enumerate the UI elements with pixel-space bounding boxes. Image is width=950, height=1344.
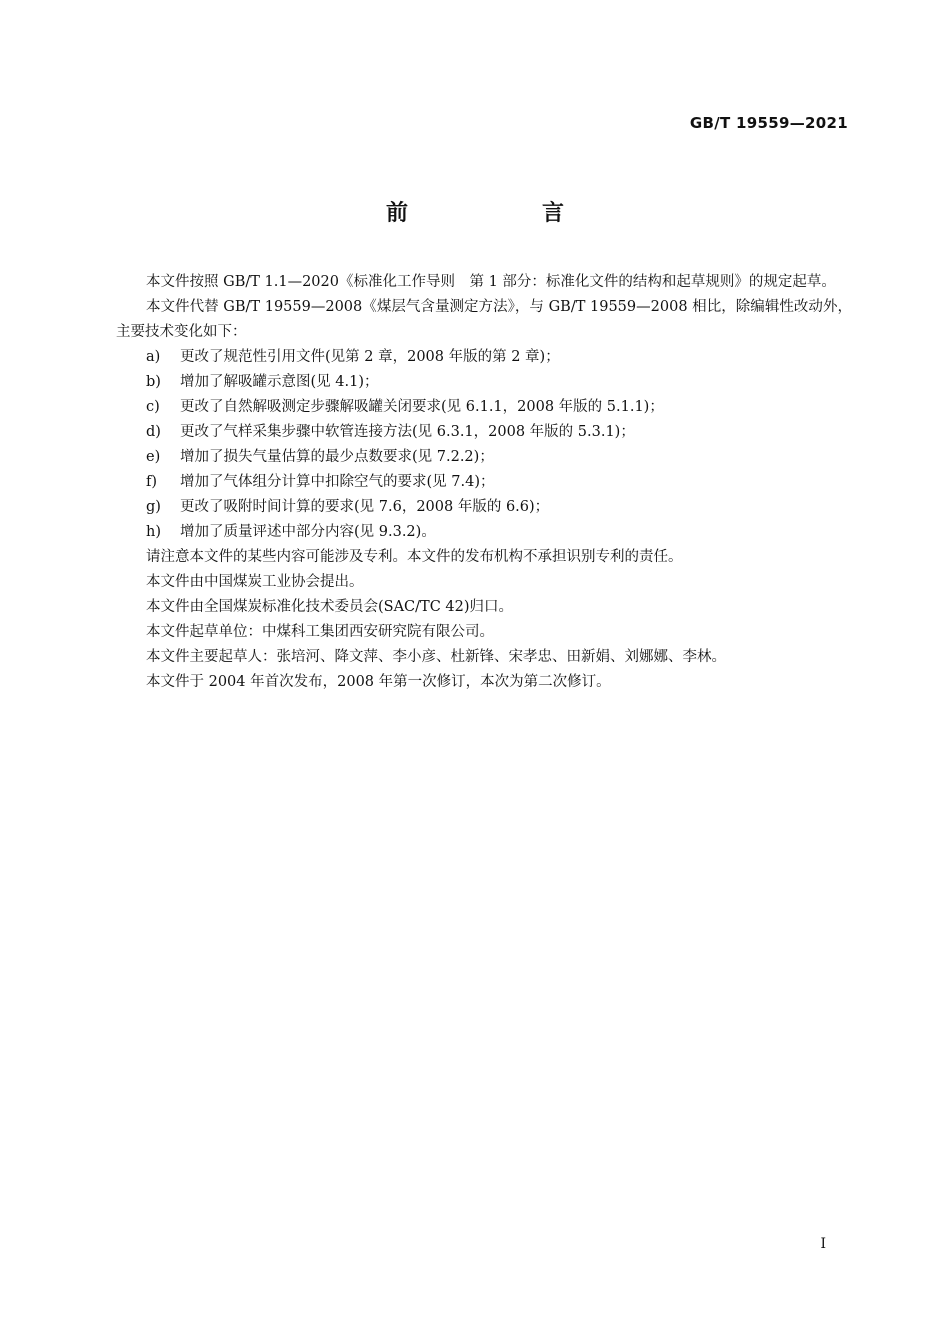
list-item — [116, 420, 852, 445]
paragraph-drafting-organization: 本文件起草单位：中煤科工集团西安研究院有限公司。 — [146, 624, 494, 640]
list-item-text: 增加了损失气量估算的最少点数要求(见 7.2.2)； — [180, 449, 494, 465]
paragraph-patent-notice: 请注意本文件的某些内容可能涉及专利。本文件的发布机构不承担识别专利的责任。 — [146, 549, 683, 565]
list-item — [116, 370, 852, 395]
list-item — [116, 345, 852, 370]
list-item-text: 更改了自然解吸测定步骤解吸罐关闭要求(见 6.1.1，2008 年版的 5.1.1)； — [180, 399, 664, 415]
paragraph-replacement: 本文件代替 GB/T 19559—2008《煤层气含量测定方法》，与 GB/T 19559—2008 相比，除编辑性改动外，主要技术变化如下： — [116, 299, 852, 340]
list-marker: d) — [146, 424, 161, 440]
list-item — [116, 445, 852, 470]
list-item-text: 更改了气样采集步骤中软管连接方法(见 6.3.1，2008 年版的 5.3.1)； — [180, 424, 635, 440]
paragraph-publication-history: 本文件于 2004 年首次发布，2008 年第一次修订，本次为第二次修订。 — [146, 674, 611, 690]
list-item — [116, 520, 852, 545]
paragraph-drafting-rules: 本文件按照 GB/T 1.1—2020《标准化工作导则 第 1 部分：标准化文件的结构和起草规则》的规定起草。 — [146, 274, 836, 290]
list-marker: f) — [146, 474, 158, 490]
list-item — [116, 470, 852, 495]
list-item — [116, 495, 852, 520]
list-item-text: 更改了规范性引用文件(见第 2 章，2008 年版的第 2 章)； — [180, 349, 560, 365]
list-item-text: 增加了气体组分计算中扣除空气的要求(见 7.4)； — [180, 474, 495, 490]
technical-changes-list — [116, 345, 852, 545]
list-marker: h) — [146, 524, 161, 540]
page-title: 前 言 — [385, 201, 620, 226]
list-item-text: 更改了吸附时间计算的要求(见 7.6，2008 年版的 6.6)； — [180, 499, 550, 515]
paragraph-technical-committee: 本文件由全国煤炭标准化技术委员会(SAC/TC 42)归口。 — [146, 599, 514, 615]
list-marker: b) — [146, 374, 161, 390]
standard-number: GB/T 19559—2021 — [689, 114, 848, 132]
page-number: I — [820, 1236, 826, 1252]
list-item-text: 增加了质量评述中部分内容(见 9.3.2)。 — [180, 524, 436, 540]
list-item-text: 增加了解吸罐示意图(见 4.1)； — [180, 374, 379, 390]
list-marker: g) — [146, 499, 161, 515]
list-marker: c) — [146, 399, 160, 415]
list-marker: a) — [146, 349, 161, 365]
list-item — [116, 395, 852, 420]
paragraph-drafters: 本文件主要起草人：张培河、降文萍、李小彦、杜新锋、宋孝忠、田新娟、刘娜娜、李林。 — [146, 649, 726, 665]
document-body — [116, 270, 852, 695]
paragraph-proposer: 本文件由中国煤炭工业协会提出。 — [146, 574, 364, 590]
list-marker: e) — [146, 449, 161, 465]
